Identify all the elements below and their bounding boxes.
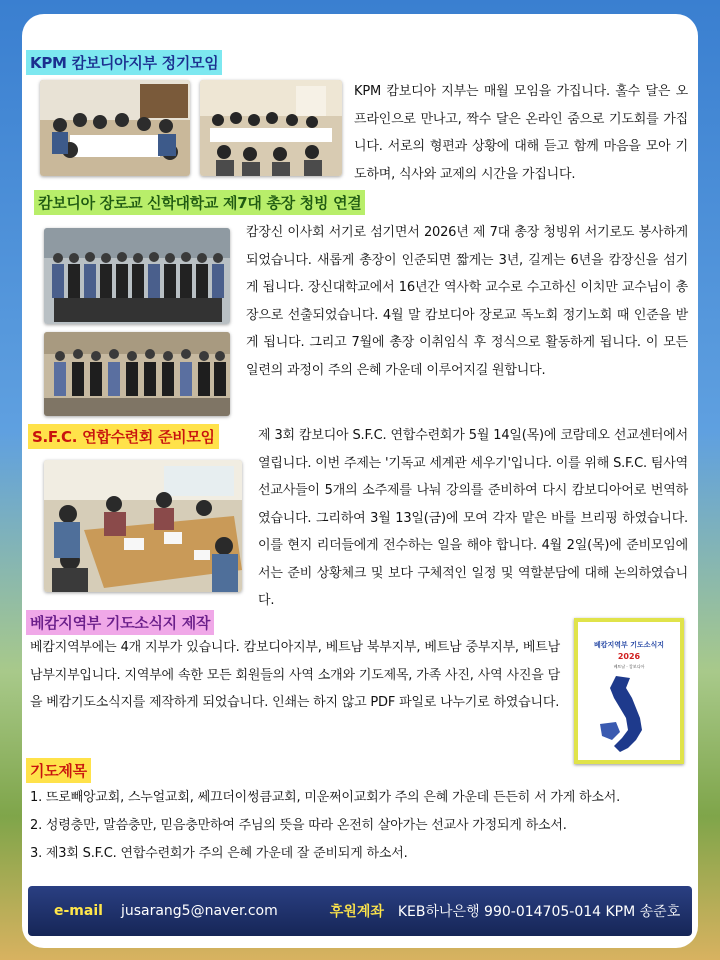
vietnam-map-icon [596,674,662,756]
newsletter-page [22,14,698,948]
booklet-cover-subtitle: 베트남 · 캄보디아 [613,664,645,669]
seminary-text: 캄장신 이사회 서기로 섬기면서 2026년 제 7대 총장 청빙위 서기로도 봉사하게 되었습니다. 새롭게 총장이 인준되면 짧게는 3년, 길게는 6년을 캄장신을 섬기게 됩니다. 장신대학교에서 16년간 역사학 교수로 수고하신 이치만 교수님이 총장으로 선출되었습니다. 4월 말 캄보디아 장로교 독노회 정기노회 때 인준을 받게 됩니다. 그리고 7월에 총장 이취임식 후 정식으로 활동하게 됩니다. 이 모든 일련의 과정이 주의 은혜 가운데 이루어지길 원합니다. [246,225,688,378]
meeting-heading: KPM 캄보디아지부 정기모임 [26,50,222,75]
email-label: e-mail [54,903,103,919]
booklet-cover-title: 베캄지역부 기도소식지 [593,641,665,649]
sfc-heading: S.F.C. 연합수련회 준비모임 [28,424,219,449]
account-label: 후원계좌 [329,904,384,920]
sfc-text: 제 3회 캄보디아 S.F.C. 연합수련회가 5월 14일(목)에 코람데오 선교센터에서 열립니다. 이번 주제는 '기독교 세계관 세우기'입니다. 이를 위해 S.F.C. 팀사역 선교사들이 5개의 소주제를 나눠 강의를 준비하여 다시 캄보디아어로 번역하였습니다. 그리하여 3월 13일(금)에 모여 각자 맡은 바를 브리핑 하였습니다. 이를 현지 리더들에게 전수하는 일을 해야 합니다. 4월 2일(목)에 준비모임에서는 준비 상황체크 및 보다 구체적인 일정 및 역할분담에 대해 논의하였습니다. [258,428,688,608]
seminary-photo-1 [44,228,230,324]
prayer-list [30,784,690,868]
email-link[interactable]: jusarang5@naver.com [120,903,278,919]
meeting-photo-1 [40,80,190,176]
booklet-cover-year: 2026 [617,652,641,661]
meeting-text: KPM 캄보디아 지부는 매월 모임을 가집니다. 홀수 달은 오프라인으로 만나고, 짝수 달은 온라인 줌으로 기도회를 가집니다. 서로의 형편과 상황에 대해 듣고 함께 마음을 모아 기도하며, 식사와 교제의 시간을 가집니다. [354,84,688,182]
booklet-heading: 베캄지역부 기도소식지 제작 [26,610,214,635]
footer-bar [28,886,692,936]
prayer-item: 1. 뜨로빼앙교회, 스누얼교회, 쎄끄더이썽큼교회, 미운쩌이교회가 주의 은혜 가운데 든든히 서 가게 하소서. [30,790,621,805]
seminary-heading: 캄보디아 장로교 신학대학교 제7대 총장 청빙 연결 [34,190,365,215]
booklet-text: 베캄지역부에는 4개 지부가 있습니다. 캄보디아지부, 베트남 북부지부, 베트남 중부지부, 베트남 남부지부입니다. 지역부에 속한 모든 회원들의 사역 소개와 기도제목, 가족 사진, 사역 사진을 담을 베캄기도소식지를 제작하게 되었습니다. 인쇄는 하지 않고 PDF 파일로 나누기로 하였습니다. [30,640,560,710]
booklet-cover [574,618,684,764]
meeting-photo-2 [200,80,342,176]
prayer-item: 2. 성령충만, 말씀충만, 믿음충만하여 주님의 뜻을 따라 온전히 살아가는 선교사 가정되게 하소서. [30,818,567,833]
account-number: KEB하나은행 990-014705-014 KPM 송준호 [397,904,681,920]
sfc-photo [44,460,242,592]
seminary-photo-2 [44,332,230,416]
prayer-item: 3. 제3회 S.F.C. 연합수련회가 주의 은혜 가운데 잘 준비되게 하소서. [30,846,408,861]
prayer-heading: 기도제목 [26,758,91,783]
